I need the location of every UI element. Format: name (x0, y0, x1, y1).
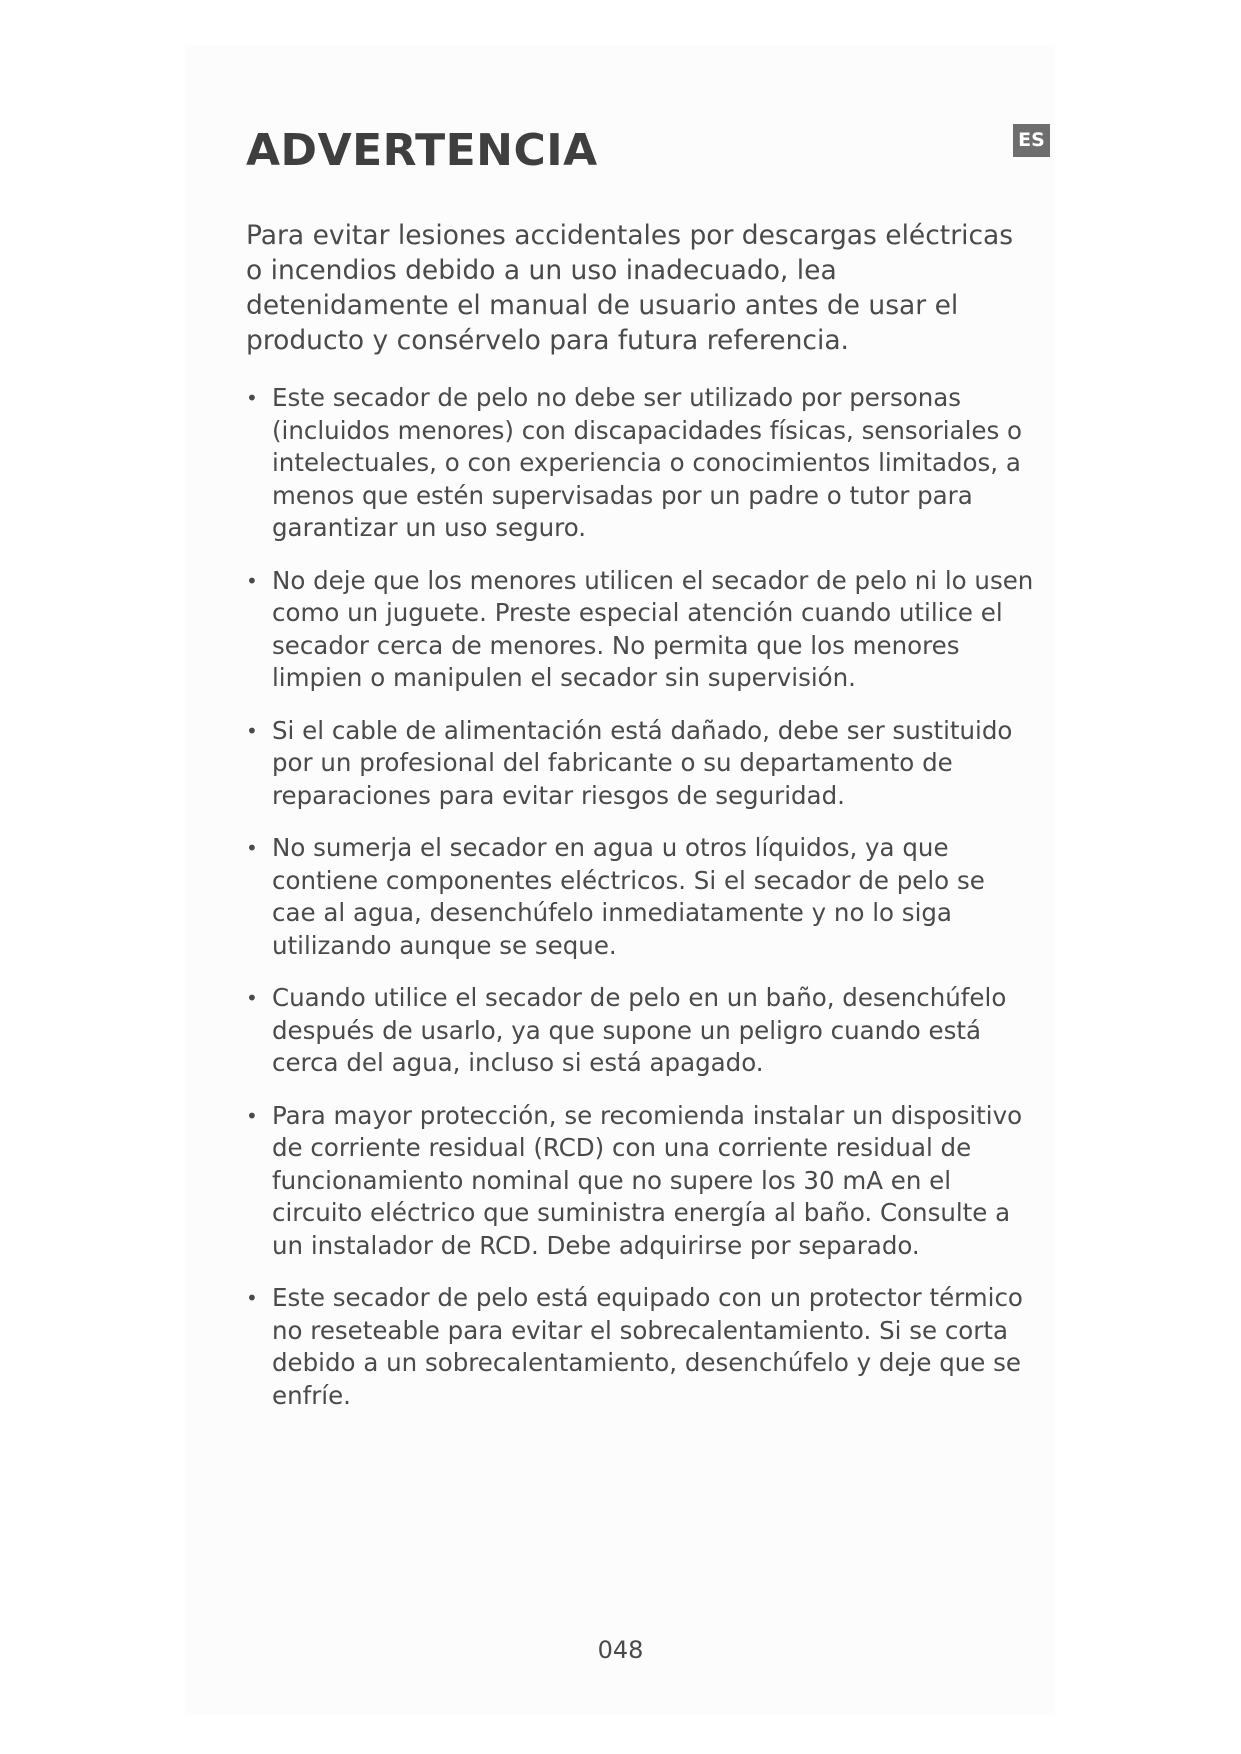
warning-item (246, 382, 1036, 545)
warning-item (246, 565, 1036, 695)
bullet-icon: • (246, 836, 258, 860)
warning-text: Cuando utilice el secador de pelo en un baño, desenchúfelo después de usarlo, ya que supone un peligro cuando está cerca del agua, incluso si está apagado. (272, 983, 1007, 1077)
bullet-icon: • (246, 568, 258, 593)
page-title: ADVERTENCIA (246, 125, 598, 176)
warning-text: No sumerja el secador en agua u otros líquidos, ya que contiene componentes eléctricos. Si el secador de pelo se cae al agua, desenchúfelo inmediatamente y no lo siga utilizando aunque se seque. (272, 833, 985, 960)
bullet-icon: • (246, 1103, 258, 1128)
warning-item (246, 832, 1036, 962)
warning-text: Para mayor protección, se recomienda instalar un dispositivo de corriente residual (RCD) con una corriente residual de funcionamiento nominal que no supere los 30 mA en el circuito eléctrico que suministra energía al baño. Consulte a un instalador de RCD. Debe adquirirse por separado. (272, 1100, 1023, 1260)
warning-item (246, 1100, 1036, 1263)
bullet-icon: • (246, 386, 258, 410)
warning-text: Este secador de pelo no debe ser utilizado por personas (incluidos menores) con discapacidades físicas, sensoriales o intelectuales, o con experiencia o conocimientos limitados, a menos que estén supervisadas por un padre o tutor para garantizar un uso seguro. (272, 383, 1023, 542)
language-badge: ES (1013, 124, 1050, 157)
intro-paragraph: Para evitar lesiones accidentales por descargas eléctricas o incendios debido a un uso inadecuado, lea detenidamente el manual de usuario antes de usar el producto y consérvelo para futura referencia. (246, 220, 1014, 356)
warning-item (246, 1282, 1036, 1412)
bullet-icon: • (246, 986, 258, 1010)
warning-text: Este secador de pelo está equipado con un protector térmico no reseteable para evitar el sobrecalentamiento. Si se corta debido a un sobrecalentamiento, desenchúfelo y deje que se enfríe. (272, 1283, 1023, 1410)
warning-list (246, 382, 1036, 1432)
page-number: 048 (597, 1636, 644, 1664)
bullet-icon: • (246, 718, 258, 743)
warning-item (246, 982, 1036, 1080)
warning-text: No deje que los menores utilicen el secador de pelo ni lo usen como un juguete. Preste especial atención cuando utilice el secador cerca de menores. No permita que los menores limpien o manipulen el secador sin supervisión. (272, 565, 1034, 692)
warning-item (246, 715, 1036, 813)
warning-text: Si el cable de alimentación está dañado, debe ser sustituido por un profesional del fabricante o su departamento de reparaciones para evitar riesgos de seguridad. (272, 715, 1013, 810)
bullet-icon: • (246, 1286, 258, 1310)
